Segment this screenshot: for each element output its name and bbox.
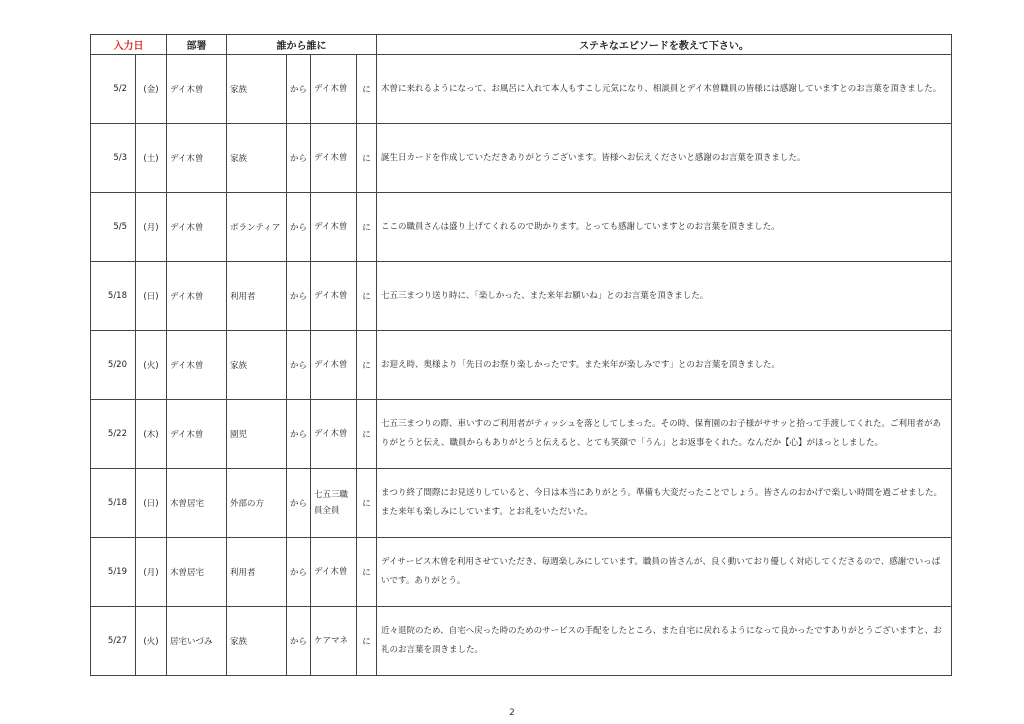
row-day-of-week: (日) — [136, 469, 167, 538]
table-row — [91, 538, 952, 607]
row-ni: に — [357, 331, 377, 400]
row-episode: 誕生日カードを作成していただきありがとうございます。皆様へお伝えくださいと感謝のお言葉を頂きました。 — [377, 124, 952, 193]
header-who: 誰から誰に — [227, 35, 377, 55]
row-kara: から — [287, 469, 311, 538]
row-kara: から — [287, 193, 311, 262]
row-episode: 近々退院のため、自宅へ戻った時のためのサービスの手配をしたところ、また自宅に戻れるようになって良かったですありがとうございますと、お礼のお言葉を頂きました。 — [377, 607, 952, 676]
row-ni: に — [357, 55, 377, 124]
row-to: デイ木曽 — [311, 400, 357, 469]
row-kara: から — [287, 331, 311, 400]
row-date: 5/20 — [91, 331, 136, 400]
episode-sheet — [90, 34, 952, 676]
table-row — [91, 331, 952, 400]
row-episode: 七五三まつり送り時に、「楽しかった、また来年お願いね」とのお言葉を頂きました。 — [377, 262, 952, 331]
row-ni: に — [357, 607, 377, 676]
row-from: ボランティア — [227, 193, 287, 262]
row-ni: に — [357, 469, 377, 538]
row-day-of-week: (火) — [136, 607, 167, 676]
row-date: 5/18 — [91, 262, 136, 331]
header-dept: 部署 — [167, 35, 227, 55]
row-episode: 七五三まつりの際、車いすのご利用者がティッシュを落としてしまった。その時、保育園のお子様がササッと拾って手渡してくれた。ご利用者がありがとうと伝え、職員からもありがとうと伝えると、とても笑顔で「うん」とお返事をくれた。なんだか【心】がほっとしました。 — [377, 400, 952, 469]
row-ni: に — [357, 400, 377, 469]
table-row — [91, 469, 952, 538]
row-to: デイ木曽 — [311, 124, 357, 193]
row-date: 5/22 — [91, 400, 136, 469]
row-department: 木曽居宅 — [167, 469, 227, 538]
row-from: 園児 — [227, 400, 287, 469]
table-header-row — [91, 35, 952, 55]
row-ni: に — [357, 538, 377, 607]
row-from: 家族 — [227, 124, 287, 193]
row-department: デイ木曽 — [167, 331, 227, 400]
row-episode: まつり終了間際にお見送りしていると、今日は本当にありがとう。準備も大変だったことでしょう。皆さんのおかげで楽しい時間を過ごせました。また来年も楽しみにしています。とお礼をいただいた。 — [377, 469, 952, 538]
table-row — [91, 262, 952, 331]
row-date: 5/5 — [91, 193, 136, 262]
row-department: デイ木曽 — [167, 55, 227, 124]
row-kara: から — [287, 400, 311, 469]
row-from: 家族 — [227, 55, 287, 124]
row-kara: から — [287, 607, 311, 676]
row-date: 5/3 — [91, 124, 136, 193]
row-from: 家族 — [227, 607, 287, 676]
row-to: デイ木曽 — [311, 538, 357, 607]
row-department: デイ木曽 — [167, 400, 227, 469]
row-to: デイ木曽 — [311, 55, 357, 124]
row-to: デイ木曽 — [311, 331, 357, 400]
table-body — [91, 55, 952, 676]
row-from: 利用者 — [227, 538, 287, 607]
row-kara: から — [287, 55, 311, 124]
row-to: 七五三職員全員 — [311, 469, 357, 538]
row-from: 外部の方 — [227, 469, 287, 538]
row-department: デイ木曽 — [167, 124, 227, 193]
row-day-of-week: (火) — [136, 331, 167, 400]
row-ni: に — [357, 262, 377, 331]
row-department: 居宅いづみ — [167, 607, 227, 676]
row-day-of-week: (木) — [136, 400, 167, 469]
row-day-of-week: (金) — [136, 55, 167, 124]
row-episode: 木曽に来れるようになって、お風呂に入れて本人もすこし元気になり、相談員とデイ木曽職員の皆様には感謝していますとのお言葉を頂きました。 — [377, 55, 952, 124]
row-day-of-week: (土) — [136, 124, 167, 193]
row-from: 利用者 — [227, 262, 287, 331]
row-date: 5/19 — [91, 538, 136, 607]
row-day-of-week: (月) — [136, 193, 167, 262]
row-ni: に — [357, 124, 377, 193]
header-episode: ステキなエピソードを教えて下さい。 — [377, 35, 952, 55]
row-date: 5/18 — [91, 469, 136, 538]
header-date: 入力日 — [91, 35, 167, 55]
episode-table — [90, 34, 952, 676]
table-row — [91, 607, 952, 676]
table-row — [91, 193, 952, 262]
row-department: デイ木曽 — [167, 193, 227, 262]
table-row — [91, 400, 952, 469]
row-kara: から — [287, 538, 311, 607]
row-episode: お迎え時、奥様より「先日のお祭り楽しかったです。また来年が楽しみです」とのお言葉を頂きました。 — [377, 331, 952, 400]
row-to: デイ木曽 — [311, 193, 357, 262]
row-department: 木曽居宅 — [167, 538, 227, 607]
row-ni: に — [357, 193, 377, 262]
row-episode: デイサービス木曽を利用させていただき、毎週楽しみにしています。職員の皆さんが、良く動いており優しく対応してくださるので、感謝でいっぱいです。ありがとう。 — [377, 538, 952, 607]
row-department: デイ木曽 — [167, 262, 227, 331]
row-from: 家族 — [227, 331, 287, 400]
table-row — [91, 124, 952, 193]
row-kara: から — [287, 124, 311, 193]
page-number: 2 — [509, 708, 515, 718]
row-to: ケアマネ — [311, 607, 357, 676]
row-date: 5/2 — [91, 55, 136, 124]
row-day-of-week: (日) — [136, 262, 167, 331]
row-kara: から — [287, 262, 311, 331]
row-date: 5/27 — [91, 607, 136, 676]
row-to: デイ木曽 — [311, 262, 357, 331]
row-episode: ここの職員さんは盛り上げてくれるので助かります。とっても感謝していますとのお言葉を頂きました。 — [377, 193, 952, 262]
table-row — [91, 55, 952, 124]
row-day-of-week: (月) — [136, 538, 167, 607]
